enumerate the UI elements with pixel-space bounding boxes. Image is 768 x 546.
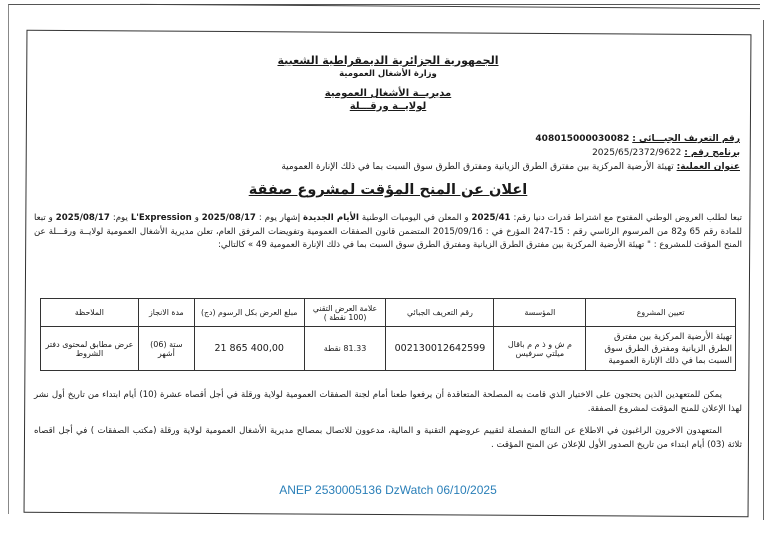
operation-label: عنوان العملية: [676, 162, 740, 172]
tax-id-label: رقم التعريف الجبـــائي : [632, 134, 740, 144]
tax-id-line [20, 132, 740, 146]
col-company: المؤسسة [494, 299, 586, 327]
cell-amount: 21 865 400,00 [194, 327, 304, 371]
directorate-name: مديريــة الأشغال العمومية [324, 88, 452, 99]
col-remark: الملاحظة [41, 299, 139, 327]
text-segment: و [191, 213, 202, 223]
wilaya-name: لولايــة ورقـــلة [349, 101, 427, 112]
results-paragraph: المتعهدون الاخرون الراغبون في الاطلاع عن النتائج المفصلة لتقييم عروضهم التقنية و المالية، مدعوون للاتصال بمصالح مديرية الأشغال العمومية لولاية ورقلة (مكتب الصفقات ) في أجل اقصاه ثلاثة (03) أيام ابتداء من تاريخ الصدور الأول للإعلان عن المنح المؤقت . [34, 426, 742, 450]
col-tax-id: رقم التعريف الجبائي [386, 299, 494, 327]
scan-edge-line [763, 20, 764, 520]
program-value: 2025/65/2372/9622 [592, 148, 682, 158]
award-table [40, 298, 736, 371]
announcement-title: اعلان عن المنح المؤقت لمشروع صفقة [248, 182, 528, 198]
text-segment: يوم: [109, 213, 131, 223]
appeal-paragraph: يمكن للمتعهدين الذين يحتجون على الاختيار الذي قامت به المصلحة المتعاقدة أن يرفعوا طعنا أمام لجنة الصفقات العمومية لولاية ورقلة في أجل أقصاه عشرة (10) أيام ابتداء من تاريخ أول نشر لهذا الإعلان للمنح المؤقت لمشروع الصفقة. [34, 390, 742, 414]
intro-paragraph [34, 212, 742, 253]
publication-reference: ANEP 2530005136 DzWatch 06/10/2025 [279, 483, 497, 497]
cell-remark: عرض مطابق لمحتوى دفتر الشروط [41, 327, 139, 371]
tender-number: 2025/41 [471, 213, 511, 223]
operation-value: تهيئة الأرضية المركزية بين مفترق الطرق الزيانية ومفترق الطرق سوق السبت بما في ذلك الإنارة العمومية [281, 162, 674, 172]
reference-block [20, 132, 740, 174]
col-technical-score: علامة العرض التقني (100 نقطة ) [304, 299, 386, 327]
text-segment: و المعلن في اليوميات الوطنية [358, 213, 472, 223]
announcement-document [28, 40, 748, 510]
tax-id-value: 408015000030082 [535, 134, 630, 144]
republic-name: الجمهورية الجزائرية الديمقراطية الشعبية [277, 54, 499, 67]
program-label: برنامج رقم : [684, 148, 740, 158]
col-amount: مبلغ العرض بكل الرسوم (دج) [194, 299, 304, 327]
table-header-row [41, 299, 736, 327]
table-row [41, 327, 736, 371]
text-segment: إشهار يوم : [255, 213, 304, 223]
program-line [20, 146, 740, 160]
text-segment: تبعا لطلب العروض الوطني المفتوح مع اشتراط قدرات دنيا رقم: [510, 213, 742, 223]
document-header [28, 54, 748, 113]
cell-company: م ش و ذ م م باقال ميلتي سرفيس [494, 327, 586, 371]
cell-technical-score: 81.33 نقطة [304, 327, 386, 371]
cell-duration: ستة (06) أشهر [138, 327, 194, 371]
text-segment: و تبعا للمادة رقم 65 و82 من المرسوم الرئاسي رقم : 15-247 المؤرخ في : 2015/09/16 المتضمن قانون الصفقات العمومية وتفويضات المرفق العام، تعلن مديرية الأشغال العمومية لولايــة ورقـــلة عن المنح المؤقت للمشروع : " تهيئة الأرضية المركزية بين مفترق الطرق الزيانية ومفترق الطرق سوق السبت بما في ذلك الإنارة العمومية 49 » كالتالي: [34, 213, 742, 250]
newspaper-name: L'Expression [130, 213, 192, 223]
cell-tax-id: 002130012642599 [386, 327, 494, 371]
publication-date: 2025/08/17 [55, 213, 110, 223]
publication-date: 2025/08/17 [201, 213, 256, 223]
ministry-name: وزارة الأشغال العمومية [339, 69, 437, 79]
newspaper-name: الأيام الجديدة [303, 213, 359, 223]
operation-line [20, 160, 740, 174]
col-project: تعيين المشروع [586, 299, 736, 327]
cell-project: تهيئة الأرضية المركزية بين مفترق الطرق الزيانية ومفترق الطرق سوق السبت بما في ذلك الإنارة العمومية [586, 327, 736, 371]
col-duration: مدة الانجاز [138, 299, 194, 327]
